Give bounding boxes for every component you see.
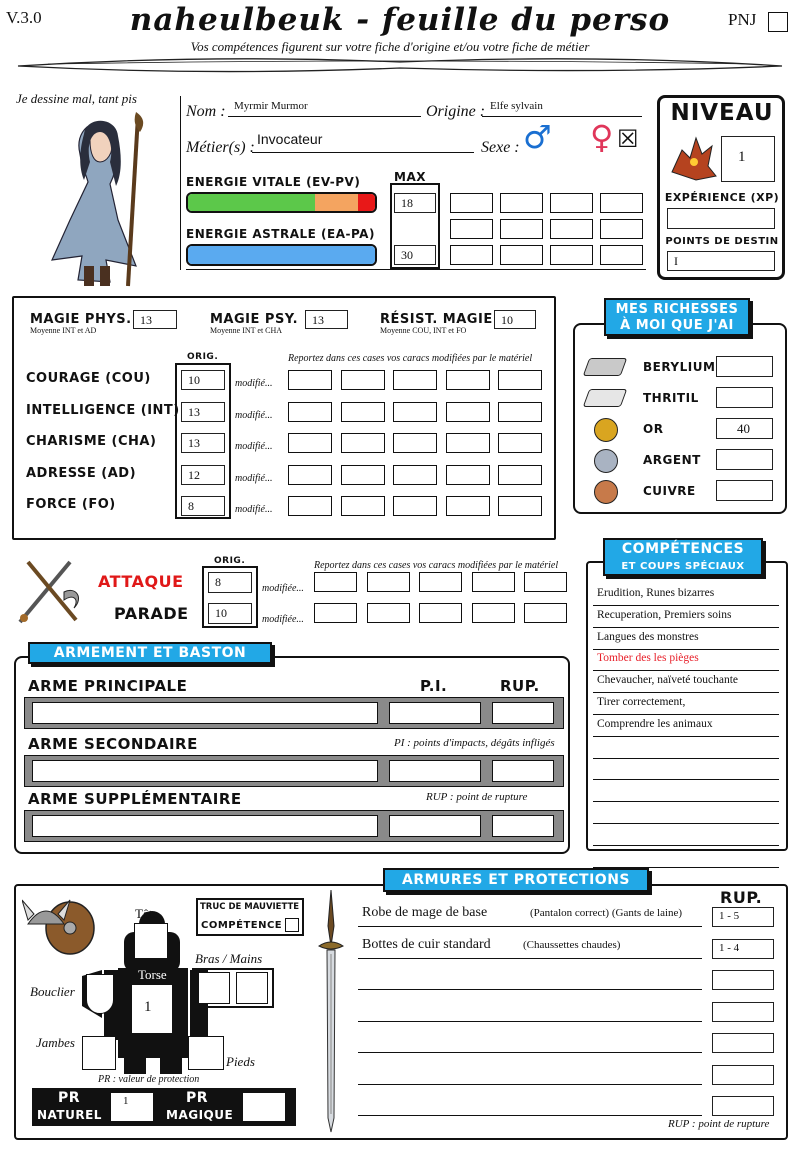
carac-modified-cell[interactable] — [498, 370, 542, 390]
dragon-icon — [666, 132, 718, 184]
carac-orig-field[interactable]: 8 — [181, 496, 225, 516]
carac-modified-cell[interactable] — [393, 402, 437, 422]
armures-rup-note: RUP : point de rupture — [668, 1118, 770, 1130]
weapon-name-field[interactable] — [32, 815, 378, 837]
attaque-label: ATTAQUE — [98, 572, 184, 591]
caracs-orig-label: ORIG. — [187, 352, 219, 362]
competence-item[interactable]: Tomber des les pièges — [597, 652, 699, 665]
competences-title-2: ET COUPS SPÉCIAUX — [621, 561, 745, 572]
carac-modified-cell[interactable] — [341, 370, 385, 390]
richesse-label: THRITIL — [643, 391, 699, 405]
richesse-label: OR — [643, 422, 664, 436]
armor-line — [358, 1021, 702, 1022]
armures-rup-label: RUP. — [720, 888, 763, 907]
combat-modified-cell[interactable] — [524, 572, 567, 592]
richesse-field[interactable]: 40 — [716, 418, 773, 439]
armor-rup-field[interactable] — [712, 1033, 774, 1053]
ea-bar-fill — [188, 246, 375, 264]
resist-magie-field[interactable]: 10 — [494, 310, 536, 329]
carac-modifie-label: modifié... — [235, 409, 273, 421]
carac-modifie-label: modifié... — [235, 441, 273, 452]
caracs-report-note: Reportez dans ces cases vos caracs modifiées par le matériel — [288, 353, 533, 364]
combat-modified-cell[interactable] — [419, 572, 462, 592]
combat-report-note: Reportez dans ces cases vos caracs modifiées par le matériel — [314, 560, 559, 571]
magique-label: MAGIQUE — [166, 1108, 234, 1122]
richesse-label: BERYLIUM — [643, 360, 716, 374]
attaque-modifiee-label: modifiée... — [262, 583, 304, 594]
competence-line — [593, 845, 779, 846]
carac-orig-field[interactable]: 13 — [181, 402, 225, 422]
pnj-checkbox[interactable] — [768, 12, 788, 32]
ingot-icon — [583, 389, 628, 407]
energy-tracker-cell[interactable] — [550, 245, 593, 265]
niveau-title: NIVEAU — [670, 100, 774, 126]
nom-label: Nom : — [186, 103, 226, 120]
armor-line — [358, 1052, 702, 1053]
carac-label: CHARISME (CHA) — [26, 434, 157, 449]
carac-modified-cell[interactable] — [288, 496, 332, 516]
pieds-label: Pieds — [226, 1054, 255, 1069]
origine-field[interactable]: Elfe sylvain — [490, 100, 543, 112]
armor-rup-field[interactable]: 1 - 5 — [712, 907, 774, 927]
magie-phys-label: MAGIE PHYS. — [30, 312, 132, 327]
tete-label: Tête — [135, 906, 159, 921]
title-flourish — [8, 52, 792, 78]
pr-magique-title: PR — [186, 1090, 209, 1106]
competence-item[interactable]: Erudition, Runes bizarres — [597, 587, 715, 599]
armor-rup-field[interactable]: 1 - 4 — [712, 939, 774, 959]
carac-modified-cell[interactable] — [446, 465, 490, 485]
male-symbol-icon[interactable]: ♂ — [523, 118, 552, 156]
ev-max-field[interactable]: 18 — [394, 193, 436, 213]
combat-modified-cell[interactable] — [314, 572, 357, 592]
parade-field[interactable]: 10 — [208, 603, 252, 624]
carac-modified-cell[interactable] — [393, 465, 437, 485]
energy-tracker-cell[interactable] — [500, 193, 543, 213]
combat-modified-cell[interactable] — [524, 603, 567, 623]
competence-line — [593, 736, 779, 737]
destin-field[interactable]: I — [667, 251, 775, 271]
coin-icon — [594, 449, 618, 473]
arme-supplementaire-label: ARME SUPPLÉMENTAIRE — [28, 790, 242, 808]
combat-modified-cell[interactable] — [367, 572, 410, 592]
origine-label: Origine : — [426, 103, 486, 120]
competence-line — [593, 627, 779, 628]
carac-modified-cell[interactable] — [341, 465, 385, 485]
weapon-name-field[interactable] — [32, 760, 378, 782]
truc-competence-label: COMPÉTENCE — [201, 920, 283, 931]
carac-modified-cell[interactable] — [288, 402, 332, 422]
bouclier-field[interactable] — [86, 974, 114, 1014]
carac-modified-cell[interactable] — [498, 433, 542, 453]
ea-label: ENERGIE ASTRALE (EA-PA) — [186, 227, 375, 241]
sexe-label: Sexe : — [481, 139, 520, 156]
armor-rup-field[interactable] — [712, 970, 774, 990]
attaque-field[interactable]: 8 — [208, 572, 252, 593]
armor-extra: (Chaussettes chaudes) — [523, 938, 621, 951]
carac-modified-cell[interactable] — [393, 433, 437, 453]
pnj-label: PNJ — [728, 10, 757, 29]
torse-label: Torse — [138, 967, 167, 982]
rup-note: RUP : point de rupture — [426, 791, 528, 803]
competence-item[interactable]: Comprendre les animaux — [597, 717, 713, 730]
richesse-field[interactable] — [716, 449, 773, 470]
metier-field[interactable]: Invocateur — [257, 131, 323, 147]
richesse-field[interactable] — [716, 356, 773, 377]
armor-name[interactable]: Robe de mage de base — [362, 905, 488, 920]
magie-psy-field[interactable]: 13 — [305, 310, 348, 329]
armor-line — [358, 989, 702, 990]
carac-orig-field[interactable]: 13 — [181, 433, 225, 453]
weapon-rup-field[interactable] — [492, 760, 554, 782]
arme-secondaire-label: ARME SECONDAIRE — [28, 735, 198, 753]
armement-banner: ARMEMENT ET BASTON — [28, 642, 272, 664]
xp-field[interactable] — [667, 208, 775, 229]
energy-tracker-cell[interactable] — [550, 193, 593, 213]
ev-bar-green — [188, 194, 315, 211]
resist-magie-note: Moyenne COU, INT et FO — [380, 326, 467, 335]
carac-modified-cell[interactable] — [288, 465, 332, 485]
richesse-label: CUIVRE — [643, 484, 696, 498]
portrait-image — [40, 110, 160, 290]
carac-label: FORCE (FO) — [26, 497, 116, 512]
armor-rup-field[interactable] — [712, 1096, 774, 1116]
carac-modified-cell[interactable] — [498, 496, 542, 516]
carac-modified-cell[interactable] — [446, 370, 490, 390]
destin-label: POINTS DE DESTIN — [665, 236, 779, 247]
energy-tracker-cell[interactable] — [600, 193, 643, 213]
ev-label: ENERGIE VITALE (EV-PV) — [186, 175, 361, 189]
richesses-banner — [604, 298, 750, 336]
ev-bar-red — [358, 194, 375, 211]
pi-label: P.I. — [420, 677, 448, 695]
magique-field[interactable] — [242, 1092, 286, 1122]
armor-line — [358, 1084, 702, 1085]
carac-modified-cell[interactable] — [498, 402, 542, 422]
carac-modified-cell[interactable] — [341, 496, 385, 516]
carac-modified-cell[interactable] — [446, 433, 490, 453]
coin-icon — [594, 480, 618, 504]
pieds-field[interactable] — [188, 1036, 224, 1070]
carac-label: ADRESSE (AD) — [26, 465, 137, 481]
ingot-icon — [583, 358, 628, 376]
armor-name[interactable]: Bottes de cuir standard — [362, 936, 491, 952]
carac-modified-cell[interactable] — [341, 433, 385, 453]
bras-right-field[interactable] — [236, 972, 268, 1004]
armor-line — [358, 1115, 702, 1116]
coin-icon — [594, 418, 618, 442]
competence-item[interactable]: Tirer correctement, — [597, 696, 686, 708]
arme-principale-label: ARME PRINCIPALE — [28, 677, 188, 695]
combat-modified-cell[interactable] — [367, 603, 410, 623]
competence-line — [593, 605, 779, 606]
carac-label: COURAGE (COU) — [26, 371, 151, 386]
richesse-label: ARGENT — [643, 453, 701, 467]
competence-line — [593, 758, 779, 759]
armor-line — [358, 958, 702, 959]
weapon-name-field[interactable] — [32, 702, 378, 724]
torse-field[interactable]: 1 — [131, 984, 173, 1034]
competence-item[interactable]: Recuperation, Premiers soins — [597, 608, 732, 621]
competence-line — [593, 670, 779, 671]
combat-modified-cell[interactable] — [419, 603, 462, 623]
competence-line — [593, 649, 779, 650]
energy-tracker-cell[interactable] — [500, 219, 543, 239]
carac-modifie-label: modifié... — [235, 504, 273, 515]
tete-field[interactable] — [134, 923, 168, 959]
competences-banner — [603, 538, 763, 576]
carac-modifie-label: modifié... — [235, 472, 273, 484]
carac-modified-cell[interactable] — [288, 370, 332, 390]
energy-tracker-cell[interactable] — [450, 245, 493, 265]
naturel-label: NATUREL — [37, 1108, 102, 1122]
combat-modified-cell[interactable] — [472, 572, 515, 592]
parade-modifiee-label: modifiée... — [262, 614, 304, 625]
magie-psy-note: Moyenne INT et CHA — [210, 326, 283, 335]
carac-modified-cell[interactable] — [446, 402, 490, 422]
magie-phys-field[interactable]: 13 — [133, 310, 177, 329]
nom-field[interactable]: Myrmir Murmor — [234, 100, 308, 112]
pi-note: PI : points d'impacts, dégâts infligés — [394, 737, 555, 749]
energy-tracker-cell[interactable] — [500, 245, 543, 265]
combat-orig-label: ORIG. — [214, 556, 246, 566]
carac-modified-cell[interactable] — [446, 496, 490, 516]
ea-max-field[interactable]: 30 — [394, 245, 436, 265]
rup-label: RUP. — [500, 677, 540, 695]
page-subtitle: Vos compétences figurent sur votre fiche d'origine et/ou votre fiche de métier — [190, 39, 590, 54]
competence-line — [593, 692, 779, 693]
armor-rup-field[interactable] — [712, 1065, 774, 1085]
carac-modified-cell[interactable] — [393, 370, 437, 390]
ev-bar-orange — [315, 194, 358, 211]
competence-item[interactable]: Chevaucher, naïveté touchante — [597, 674, 738, 687]
pr-note: PR : valeur de protection — [98, 1074, 200, 1085]
energy-tracker-cell[interactable] — [600, 219, 643, 239]
armor-line — [358, 926, 702, 927]
weapon-pi-field[interactable] — [389, 815, 481, 837]
identity-divider — [180, 96, 181, 270]
max-label: MAX — [394, 170, 426, 184]
competence-line — [593, 801, 779, 802]
carac-modifie-label: modifié... — [235, 378, 273, 389]
bras-label: Bras / Mains — [195, 951, 263, 966]
weapon-rup-field[interactable] — [492, 702, 554, 724]
energy-tracker-cell[interactable] — [450, 219, 493, 239]
armures-banner: ARMURES ET PROTECTIONS — [383, 868, 649, 892]
crossed-weapons-icon — [14, 556, 84, 628]
parade-label: PARADE — [114, 604, 189, 623]
richesse-field[interactable] — [716, 480, 773, 501]
niveau-field[interactable]: 1 — [721, 136, 775, 182]
weapon-pi-field[interactable] — [389, 760, 481, 782]
bras-left-field[interactable] — [198, 972, 230, 1004]
energy-tracker-cell[interactable] — [550, 219, 593, 239]
carac-orig-field[interactable]: 12 — [181, 465, 225, 485]
richesse-field[interactable] — [716, 387, 773, 408]
armor-extra: (Pantalon correct) (Gants de laine) — [530, 907, 683, 919]
sword-icon — [316, 886, 346, 1134]
jambes-label: Jambes — [36, 1035, 75, 1050]
weapon-rup-field[interactable] — [492, 815, 554, 837]
energy-tracker-cell[interactable] — [450, 193, 493, 213]
combat-modified-cell[interactable] — [472, 603, 515, 623]
xp-label: EXPÉRIENCE (XP) — [664, 191, 780, 204]
resist-magie-label: RÉSIST. MAGIE — [380, 312, 493, 327]
carac-modified-cell[interactable] — [341, 402, 385, 422]
carac-modified-cell[interactable] — [498, 465, 542, 485]
naturel-field[interactable]: 1 — [110, 1092, 154, 1122]
truc-mauviette-label: TRUC DE MAUVIETTE — [200, 902, 300, 912]
page-title: naheulbeuk - feuille du perso — [129, 2, 671, 38]
weapon-pi-field[interactable] — [389, 702, 481, 724]
competences-title-1: COMPÉTENCES — [621, 541, 745, 557]
female-checkbox[interactable]: ☒ — [617, 125, 639, 153]
competence-line — [593, 823, 779, 824]
bouclier-label: Bouclier — [30, 984, 75, 999]
jambes-field[interactable] — [82, 1036, 116, 1070]
ea-bar — [186, 244, 377, 266]
armor-rup-field[interactable] — [712, 1002, 774, 1022]
richesses-title-1: MES RICHESSES — [615, 302, 739, 317]
magie-phys-note: Moyenne INT et AD — [30, 326, 97, 335]
carac-label: INTELLIGENCE (INT) — [26, 402, 180, 418]
competence-line — [593, 714, 779, 715]
version-label: V.3.0 — [6, 8, 42, 27]
energy-tracker-cell[interactable] — [600, 245, 643, 265]
competence-item[interactable]: Langues des monstres — [597, 630, 699, 643]
ev-bar — [186, 192, 377, 213]
carac-orig-field[interactable]: 10 — [181, 370, 225, 390]
female-symbol-icon[interactable]: ♀ — [590, 118, 614, 156]
competence-line — [593, 779, 779, 780]
truc-competence-checkbox[interactable] — [285, 918, 299, 932]
richesses-title-2: À MOI QUE J'AI — [620, 318, 734, 333]
combat-modified-cell[interactable] — [314, 603, 357, 623]
pr-naturel-title: PR — [58, 1090, 81, 1106]
magie-psy-label: MAGIE PSY. — [210, 312, 299, 327]
carac-modified-cell[interactable] — [393, 496, 437, 516]
carac-modified-cell[interactable] — [288, 433, 332, 453]
metier-label: Métier(s) : — [186, 139, 255, 156]
portrait-caption: Je dessine mal, tant pis — [16, 91, 137, 106]
